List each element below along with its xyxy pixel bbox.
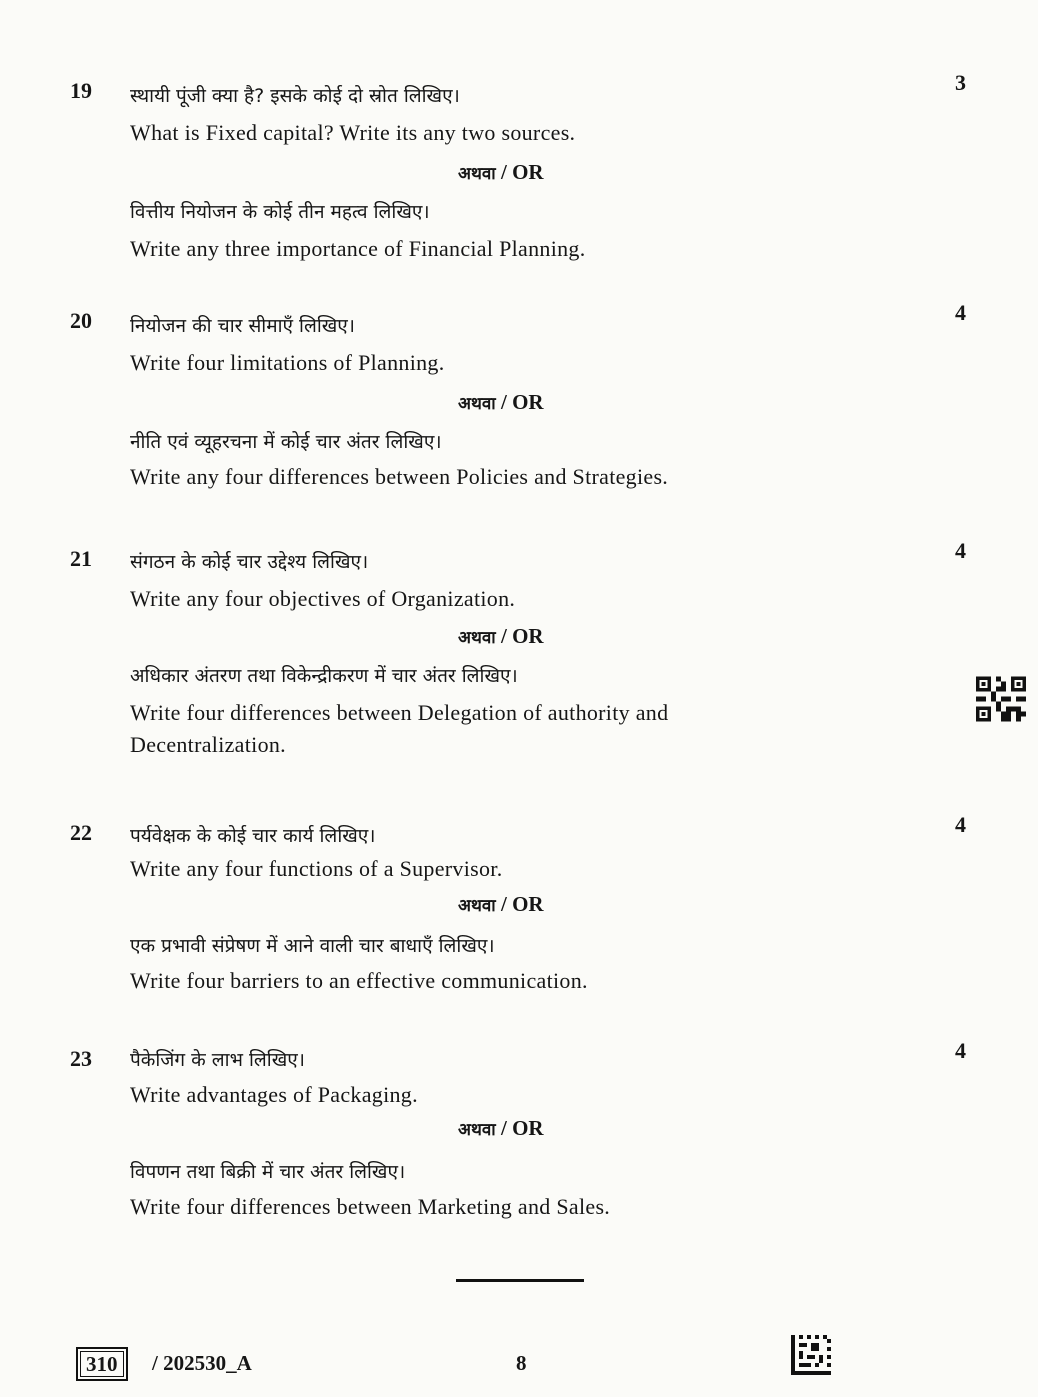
alternative-hindi: अधिकार अंतरण तथा विकेन्द्रीकरण में चार अंतर लिखिए। xyxy=(130,665,518,687)
question-english: Write any four objectives of Organization. xyxy=(130,586,516,611)
or-separator: अथवा / OR xyxy=(458,624,544,648)
question-number: 20 xyxy=(70,308,92,333)
alternative-english: Write four barriers to an effective communication. xyxy=(130,968,588,993)
or-separator: अथवा / OR xyxy=(458,1116,544,1140)
end-divider xyxy=(456,1279,584,1282)
question-marks: 4 xyxy=(955,538,966,563)
alternative-english: Write four differences between Marketing and Sales. xyxy=(130,1194,611,1219)
subject-code: 310 xyxy=(76,1347,128,1381)
question-marks: 4 xyxy=(955,812,966,837)
question-marks: 3 xyxy=(955,70,966,95)
question-english: What is Fixed capital? Write its any two sources. xyxy=(130,120,576,145)
data-matrix-icon xyxy=(790,1335,832,1375)
alternative-english-continued: Decentralization. xyxy=(130,732,286,757)
question-english: Write any four functions of a Supervisor. xyxy=(130,856,503,881)
alternative-hindi: विपणन तथा बिक्री में चार अंतर लिखिए। xyxy=(130,1161,406,1183)
alternative-english: Write any three importance of Financial Planning. xyxy=(130,236,586,261)
page-number: 8 xyxy=(516,1351,527,1375)
question-hindi: स्थायी पूंजी क्या है? इसके कोई दो स्रोत लिखिए। xyxy=(130,85,460,107)
alternative-hindi: एक प्रभावी संप्रेषण में आने वाली चार बाधाएँ लिखिए। xyxy=(130,935,495,957)
question-hindi: संगठन के कोई चार उद्देश्य लिखिए। xyxy=(130,551,369,573)
or-separator: अथवा / OR xyxy=(458,390,544,414)
question-marks: 4 xyxy=(955,300,966,325)
qr-code-icon xyxy=(976,676,1026,722)
alternative-english: Write four differences between Delegation of authority and xyxy=(130,700,669,725)
or-separator: अथवा / OR xyxy=(458,160,544,184)
alternative-hindi: नीति एवं व्यूहरचना में कोई चार अंतर लिखिए। xyxy=(130,431,442,453)
or-separator: अथवा / OR xyxy=(458,892,544,916)
paper-code: / 202530_A xyxy=(152,1351,252,1375)
question-english: Write four limitations of Planning. xyxy=(130,350,445,375)
alternative-english: Write any four differences between Policies and Strategies. xyxy=(130,464,669,489)
question-number: 19 xyxy=(70,78,92,103)
question-number: 22 xyxy=(70,820,92,845)
question-number: 21 xyxy=(70,546,92,571)
question-hindi: नियोजन की चार सीमाएँ लिखिए। xyxy=(130,315,356,337)
question-english: Write advantages of Packaging. xyxy=(130,1082,418,1107)
question-marks: 4 xyxy=(955,1038,966,1063)
question-hindi: पर्यवेक्षक के कोई चार कार्य लिखिए। xyxy=(130,825,376,847)
question-number: 23 xyxy=(70,1046,92,1071)
alternative-hindi: वित्तीय नियोजन के कोई तीन महत्व लिखिए। xyxy=(130,201,430,223)
question-hindi: पैकेजिंग के लाभ लिखिए। xyxy=(130,1049,305,1071)
